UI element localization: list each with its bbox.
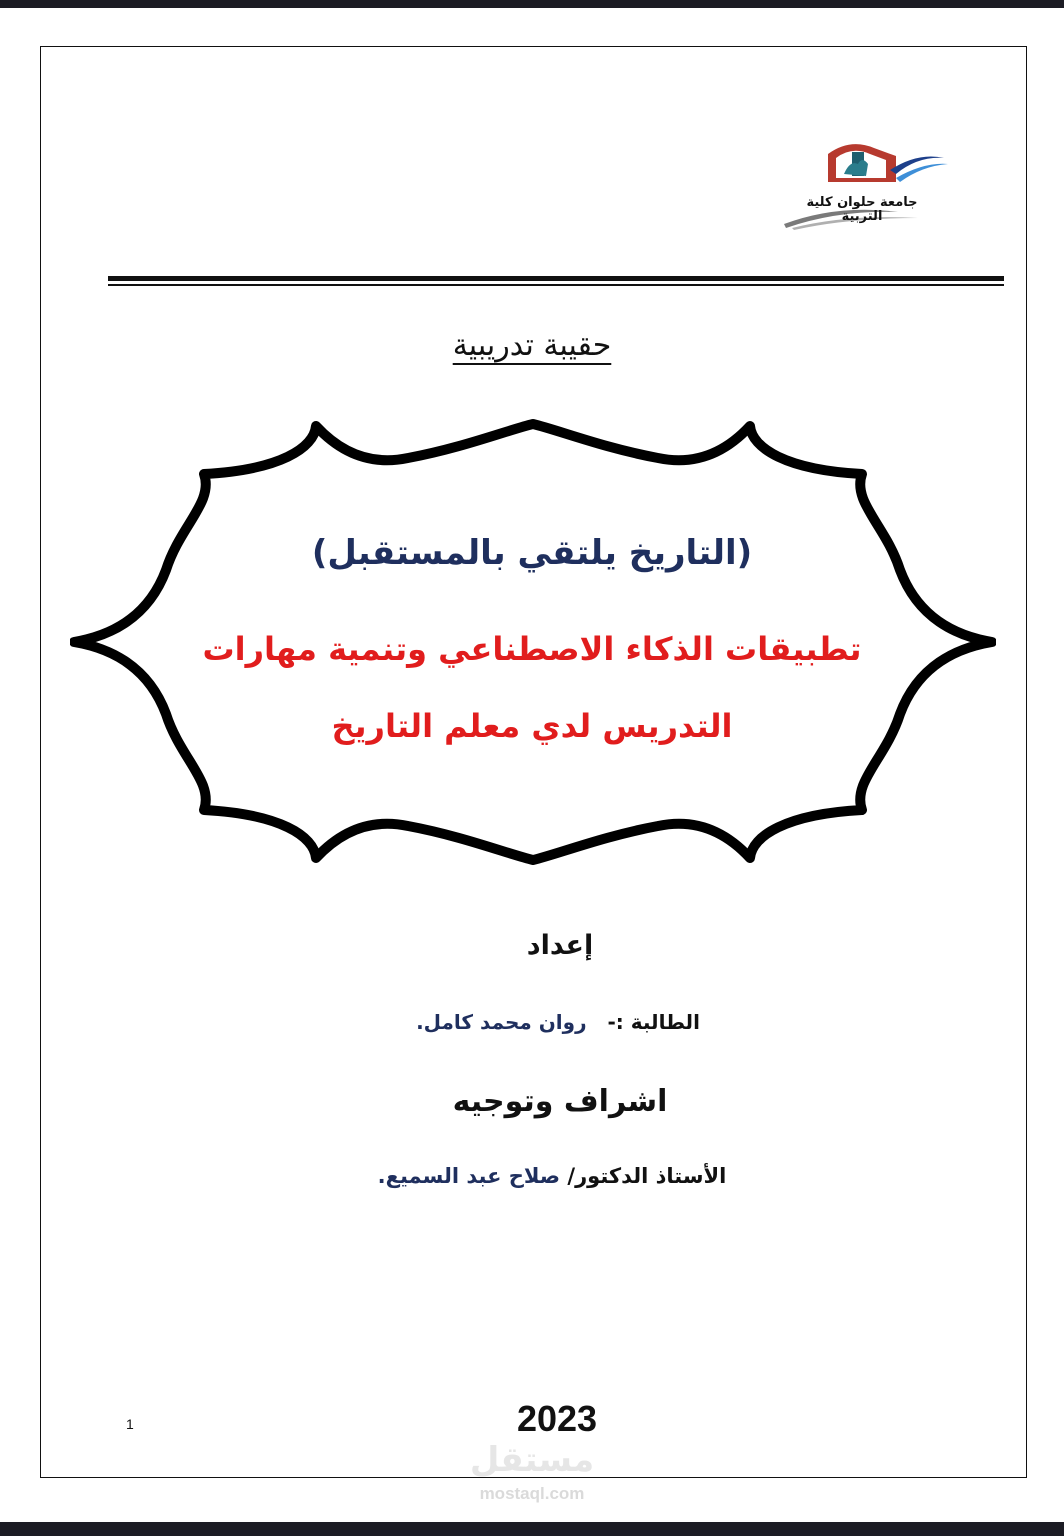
professor-name: صلاح عبد السميع. xyxy=(377,1164,561,1188)
prepared-by-heading: إعداد xyxy=(526,930,594,961)
watermark-arabic: مستقل xyxy=(469,1440,595,1480)
page-number: 1 xyxy=(126,1416,134,1432)
header-rule-thick xyxy=(108,276,1004,281)
professor-label: الأستاذ الدكتور/ xyxy=(567,1164,727,1188)
top-bar xyxy=(0,0,1064,8)
institution-name: جامعة حلوان كلية التربية xyxy=(806,195,918,224)
student-label: الطالبة :- xyxy=(607,1010,700,1034)
main-title: (التاريخ يلتقي بالمستقبل) xyxy=(311,533,753,573)
student-name: روان محمد كامل. xyxy=(416,1010,587,1034)
subtitle-text: حقيبة تدريبية xyxy=(452,328,612,363)
professor-line xyxy=(0,1164,1064,1188)
document-subtitle xyxy=(0,328,1064,363)
title-line-1: تطبيقات الذكاء الاصطناعي وتنمية مهارات xyxy=(202,630,862,668)
title-line-2: التدريس لدي معلم التاريخ xyxy=(331,707,733,745)
header-rule-thin xyxy=(108,284,1004,286)
watermark-url: mostaql.com xyxy=(479,1484,585,1503)
student-line xyxy=(0,1010,1064,1034)
supervision-heading: اشراف وتوجيه xyxy=(452,1084,668,1119)
document-year: 2023 xyxy=(516,1398,598,1439)
bottom-bar xyxy=(0,1522,1064,1536)
